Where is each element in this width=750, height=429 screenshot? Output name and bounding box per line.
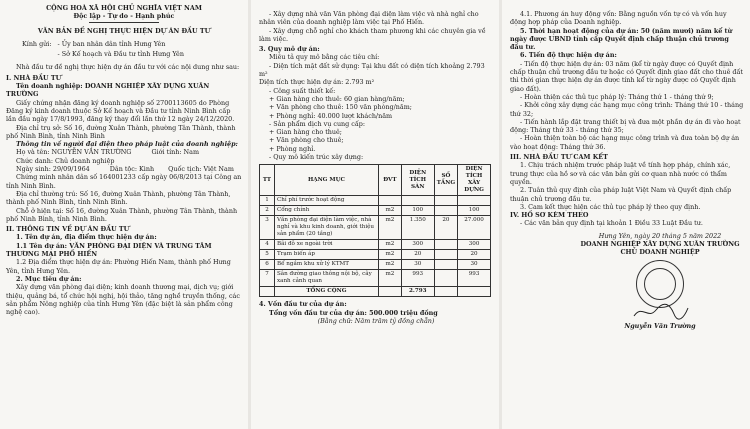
- operation-term: 5. Thời hạn hoạt động của dự án: 50 (năm mươi) năm kể từ ngày được UBND tỉnh cấp Quyết định chấp thuận chủ trương đầu tư.: [510, 26, 733, 52]
- schedule-legal: - Hoàn thiện các thủ tục pháp lý: Tháng thứ 1 - tháng thứ 9;: [520, 92, 714, 101]
- cell-item: Bãi đỗ xe ngoài trời: [274, 240, 378, 250]
- commitment-2: 2. Tuân thủ quy định của pháp luật Việt Nam và Quyết định chấp thuận chủ trương đầu tư.: [510, 186, 732, 203]
- cell-item: Trạm biến áp: [274, 250, 378, 260]
- rep-name-line: [6, 148, 242, 156]
- th-unit: ĐVT: [378, 165, 401, 196]
- th-item: HẠNG MỤC: [274, 165, 378, 196]
- rep-birthdate: Ngày sinh: 29/09/1964: [16, 165, 90, 174]
- capital-total: Tổng vốn đầu tư của dự án: 500.000 triệu đồng: [269, 308, 438, 317]
- cell-build-area: [458, 196, 491, 206]
- cell-unit: m2: [378, 216, 401, 240]
- project-name-heading: 1. Tên dự án, địa điểm thực hiện dự án:: [16, 233, 157, 242]
- cell-floor-area: [401, 196, 434, 206]
- schedule-equipment: - Tiến hành lắp đặt trang thiết bị và đưa một phần dự án đi vào hoạt động: Tháng thứ 33 - tháng thứ 35;: [510, 117, 741, 135]
- attachment-1: - Các văn bản quy định tại khoản 1 Điều 33 Luật Đầu tư.: [520, 219, 703, 228]
- signature-block: [580, 232, 740, 330]
- section-project-info: II. THÔNG TIN VỀ DỰ ÁN ĐẦU TƯ: [6, 225, 130, 234]
- rep-gender: Giới tính: Nam: [151, 148, 200, 157]
- rep-current-address: Chỗ ở hiện tại: Số 16, đường Xuân Thành, phường Tân Thành, thành phố Ninh Bình, tỉnh Ninh Bình.: [6, 206, 238, 223]
- cell-floors: [434, 240, 457, 250]
- table-body: [260, 196, 491, 287]
- motto: Độc lập - Tự do - Hạnh phúc: [73, 12, 175, 21]
- nation-heading: CỘNG HOÀ XÃ HỘI CHỦ NGHĨA VIỆT NAM: [46, 4, 202, 12]
- cell-floor-area: 300: [401, 240, 434, 250]
- page-1: [0, 0, 248, 429]
- total-empty-cell: [260, 287, 275, 297]
- project-area: Diện tích thực hiện dự án: 2.793 m²: [259, 78, 375, 87]
- company-stamp: [636, 260, 684, 308]
- scale-heading: 3. Quy mô dự án:: [259, 45, 320, 54]
- rep-nationality: Quốc tịch: Việt Nam: [168, 165, 234, 174]
- recipient-2: - Sở Kế hoạch và Đầu tư tỉnh Hưng Yên: [57, 50, 184, 59]
- cell-no: 1: [260, 196, 275, 206]
- cell-unit: m2: [378, 206, 401, 216]
- section-investor: I. NHÀ ĐẦU TƯ: [6, 73, 62, 82]
- capacity-offices: + Văn phòng cho thuê: 150 văn phòng/năm;: [269, 103, 412, 112]
- business-registration: Giấy chứng nhận đăng ký doanh nghiệp số 2700113605 do Phòng Đăng ký kinh doanh thuộc Sở Kế hoạch và Đầu tư tỉnh Ninh Bình cấp lần đầu ngày 17/8/1993, đăng ký thay đổi lần thứ 12 ngày 24/12/2020.: [6, 98, 235, 124]
- scale-criteria: Miêu tả quy mô bằng các tiêu chí:: [269, 53, 380, 62]
- total-label: TỔNG CỘNG: [274, 287, 378, 297]
- rep-permanent-address: Địa chỉ thường trú: Số 16, đường Xuân Thành, phường Tân Thành, thành phố Ninh Bình, tỉnh Ninh Bình.: [6, 189, 231, 207]
- total-empty-cell: [458, 287, 491, 297]
- funding-plan: 4.1. Phương án huy động vốn: Bằng nguồn vốn tự có và vốn huy động hợp pháp của Doanh nghiệp.: [510, 10, 727, 27]
- th-floors: SỐ TẦNG: [434, 165, 457, 196]
- objective-item-2: - Xây dựng chỗ nghỉ cho khách tham phương khi các chuyên gia về làm việc.: [259, 26, 486, 43]
- cell-build-area: 300: [458, 240, 491, 250]
- recipient-label: Kính gửi:: [22, 39, 52, 48]
- architecture-heading: - Quy mô kiến trúc xây dựng:: [269, 153, 364, 162]
- cell-no: 4: [260, 240, 275, 250]
- cell-item: Văn phòng đại diện làm việc, nhà nghỉ và khu kinh doanh, giới thiệu sản phẩm (20 tầng): [274, 216, 378, 240]
- project-location: 1.2 Địa điểm thực hiện dự án: Phường Hiến Nam, thành phố Hưng Yên, tỉnh Hưng Yên.: [6, 258, 231, 275]
- cell-floors: 20: [434, 216, 457, 240]
- page-3: [502, 0, 750, 429]
- schedule-heading: 6. Tiến độ thực hiện dự án:: [520, 51, 617, 60]
- table-row: [260, 240, 491, 250]
- rep-title: Chức danh: Chủ doanh nghiệp: [16, 156, 115, 165]
- cell-floor-area: 30: [401, 260, 434, 270]
- cell-item: Chỉ phí trước hoạt động: [274, 196, 378, 206]
- rep-name: Họ và tên: NGUYỄN VĂN TRƯỜNG: [16, 148, 132, 157]
- capacity-rooms: + Phòng nghỉ: 40.000 lượt khách/năm: [269, 111, 393, 120]
- rep-id-card: Chứng minh nhân dân số 164001233 cấp ngày 06/8/2013 tại Công an tỉnh Ninh Bình.: [6, 173, 242, 190]
- commitment-3: 3. Cam kết thực hiện các thủ tục pháp lý theo quy định.: [520, 202, 701, 211]
- cell-floors: [434, 270, 457, 287]
- commitment-heading: III. NHÀ ĐẦU TƯ CAM KẾT: [510, 153, 608, 162]
- signing-organization: DOANH NGHIỆP XÂY DỰNG XUÂN TRƯỜNG: [580, 240, 740, 249]
- services-heading: - Sản phẩm dịch vụ cung cấp:: [269, 119, 366, 128]
- document-title: VĂN BẢN ĐỀ NGHỊ THỰC HIỆN DỰ ÁN ĐẦU TƯ: [37, 26, 211, 35]
- representative-heading: Thông tin về người đại diện theo pháp luật của doanh nghiệp:: [16, 140, 238, 149]
- intro-text: Nhà đầu tư đề nghị thực hiện dự án đầu tư với các nội dung như sau:: [16, 63, 240, 72]
- cell-build-area: 30: [458, 260, 491, 270]
- cell-build-area: 993: [458, 270, 491, 287]
- project-name: 1.1 Tên dự án: VĂN PHÒNG ĐẠI DIỆN VÀ TRUNG TÂM THƯƠNG MẠI PHỐ HIẾN: [6, 241, 212, 259]
- schedule-overview: - Tiến độ thực hiện dự án: 03 năm (kể từ ngày được có Quyết định chấp thuận chủ trương đầu tư hoặc có Quyết định giao đất cho thuê đất thì thời gian thực hiện dự án được tính kể từ ngày được có Quyết định giao đất).: [510, 59, 743, 93]
- cell-unit: [378, 196, 401, 206]
- signer-name: Nguyễn Văn Trường: [624, 321, 696, 330]
- page-2: [251, 0, 499, 429]
- cell-no: 3: [260, 216, 275, 240]
- cell-unit: m2: [378, 270, 401, 287]
- table-total-row: [260, 287, 491, 297]
- capacity-heading: - Công suất thiết kế:: [269, 86, 336, 95]
- capital-heading: 4. Vốn đầu tư của dự án:: [259, 300, 347, 309]
- table-row: [260, 260, 491, 270]
- cell-no: 5: [260, 250, 275, 260]
- table-row: [260, 270, 491, 287]
- cell-floors: [434, 250, 457, 260]
- signer-role: CHỦ DOANH NGHIỆP: [620, 248, 700, 257]
- cell-floors: [434, 260, 457, 270]
- cell-no: 7: [260, 270, 275, 287]
- cell-item: Cổng chính: [274, 206, 378, 216]
- table-row: [260, 196, 491, 206]
- signing-date: Hưng Yên, ngày 20 tháng 5 năm 2022: [598, 231, 722, 240]
- schedule-completion: - Hoàn thiện toàn bộ các hạng mục công trình và đưa toàn bộ dự án vào hoạt động: Tháng thứ 36.: [510, 134, 740, 151]
- service-2: + Văn phòng cho thuê;: [269, 136, 344, 145]
- cell-item: Sân đường giao thông nội bộ, cây xanh cảnh quan: [274, 270, 378, 287]
- cell-floor-area: 100: [401, 206, 434, 216]
- table-row: [260, 216, 491, 240]
- cell-floor-area: 20: [401, 250, 434, 260]
- cell-unit: m2: [378, 260, 401, 270]
- cell-build-area: 27.000: [458, 216, 491, 240]
- project-objective: Xây dựng văn phòng đại diện; kinh doanh thương mại, dịch vụ; giới thiệu, quảng bá, tổ chức hội nghị, hội thảo, tăng nghề truyền thống, các sản phẩm Nông nghiệp của tỉnh Hưng Yên (đặc biệt là sản phẩm công nghệ cao).: [6, 283, 240, 317]
- capital-in-words: (Bằng chữ: Năm trăm tỷ đồng chẵn): [317, 316, 435, 325]
- th-floor-area: DIỆN TÍCH SÀN: [401, 165, 434, 196]
- th-no: TT: [260, 165, 275, 196]
- commitment-1: 1. Chịu trách nhiệm trước pháp luật về tính hợp pháp, chính xác, trung thực của hồ sơ và các văn bản gửi cơ quan nhà nước có thẩm quyền.: [510, 161, 731, 186]
- head-office-address: Địa chỉ trụ sở: Số 16, đường Xuân Thành, phường Tân Thành, thành phố Ninh Bình, tỉnh Ninh Bình: [6, 123, 236, 140]
- schedule-construction: - Khởi công xây dựng các hạng mục công trình: Tháng thứ 10 - tháng thứ 32;: [510, 101, 744, 118]
- service-3: + Phòng nghỉ.: [269, 144, 316, 153]
- total-empty-cell: [434, 287, 457, 297]
- total-empty-cell: [378, 287, 401, 297]
- cell-floors: [434, 206, 457, 216]
- cell-build-area: 20: [458, 250, 491, 260]
- construction-table: [259, 164, 491, 297]
- project-objective-heading: 2. Mục tiêu dự án:: [16, 274, 82, 283]
- cell-floors: [434, 196, 457, 206]
- recipients: [22, 40, 242, 59]
- table-header-row: [260, 165, 491, 196]
- capacity-stalls: + Gian hàng cho thuê: 60 gian hàng/năm;: [269, 94, 405, 103]
- stamp-inner-ring: [644, 268, 676, 300]
- rep-ethnicity: Dân tộc: Kinh: [109, 165, 155, 174]
- company-name: Tên doanh nghiệp: DOANH NGHIỆP XÂY DỰNG XUÂN TRƯỜNG: [6, 82, 210, 99]
- cell-floor-area: 1.350: [401, 216, 434, 240]
- motto-underline: [89, 22, 159, 23]
- attachments-heading: IV. HỒ SƠ KÈM THEO: [510, 211, 589, 220]
- table-row: [260, 206, 491, 216]
- recipient-1: - Ủy ban nhân dân tỉnh Hưng Yên: [57, 39, 166, 48]
- cell-unit: m2: [378, 250, 401, 260]
- th-build-area: DIỆN TÍCH XÂY DỰNG: [458, 165, 491, 196]
- service-1: + Gian hàng cho thuê;: [269, 128, 342, 137]
- cell-floor-area: 993: [401, 270, 434, 287]
- cell-no: 6: [260, 260, 275, 270]
- cell-build-area: 100: [458, 206, 491, 216]
- cell-no: 2: [260, 206, 275, 216]
- cell-item: Bể ngầm khu xử lý KTMT: [274, 260, 378, 270]
- objective-item-1: - Xây dựng nhà văn Văn phòng đại diện làm việc và nhà nghỉ cho nhân viên của doanh nghiệp làm việc tại Phố Hiến.: [259, 10, 479, 27]
- total-value: 2.793: [401, 287, 434, 297]
- cell-unit: m2: [378, 240, 401, 250]
- land-area: - Diện tích mặt đất sử dụng: Tại khu đất có diện tích khoảng 2.793 m²: [259, 61, 485, 79]
- table-row: [260, 250, 491, 260]
